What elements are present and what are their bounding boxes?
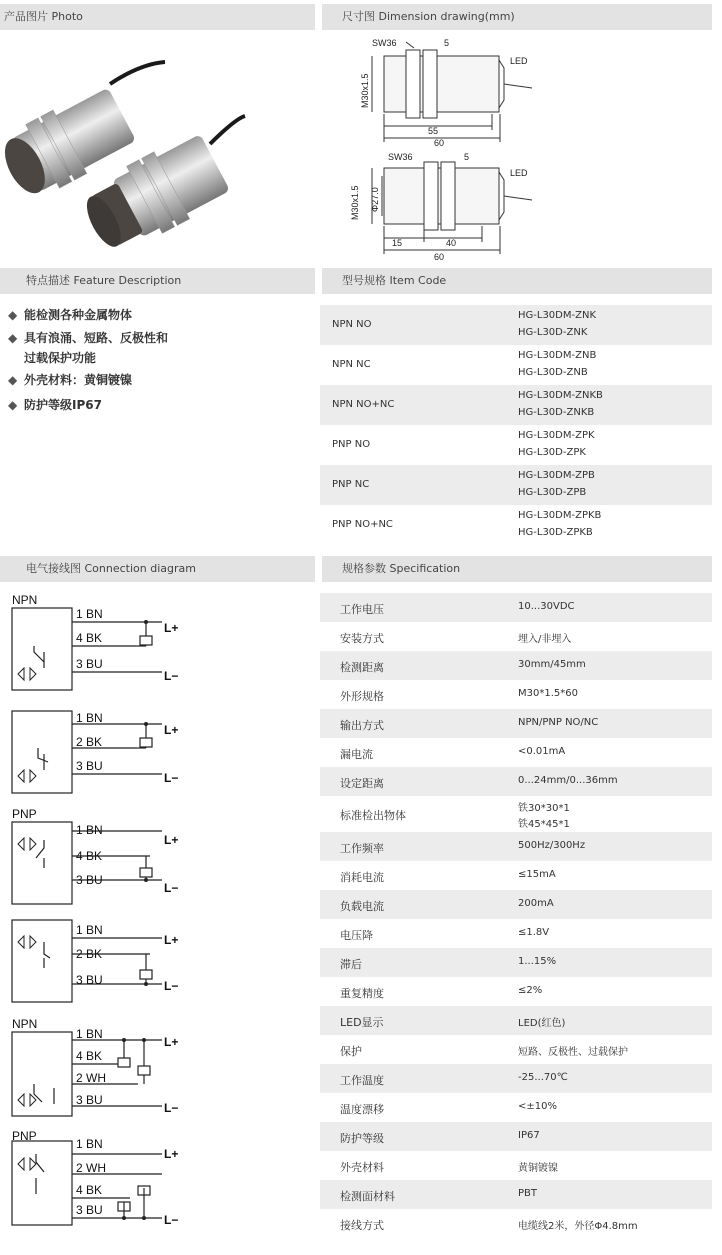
item-code: HG-L30DM-ZPK [518, 430, 595, 441]
spec-row [320, 977, 712, 1006]
lplus-label: L+ [164, 933, 179, 947]
wire-label: 3 BU [76, 1203, 103, 1217]
spec-key: LED显示 [340, 1015, 384, 1029]
spec-row [320, 1093, 712, 1122]
spec-value: 铁30*30*1 [518, 803, 570, 814]
spec-value: 黄铜镀镍 [518, 1162, 558, 1174]
feature-text: 防护等级IP67 [24, 398, 102, 412]
spec-row [320, 680, 712, 709]
connection-diagram [0, 588, 315, 1255]
spec-key: 检测面材料 [340, 1189, 395, 1203]
d1-sw-label: SW36 [372, 38, 397, 48]
item-code: HG-L30D-ZPKB [518, 527, 593, 538]
spec-key: 外壳材料 [340, 1160, 384, 1174]
spec-row [320, 622, 712, 651]
pnp-label: PNP [12, 807, 37, 821]
d2-b-label: 40 [446, 238, 457, 248]
feature-item [8, 329, 168, 346]
spec-row [320, 1151, 712, 1180]
lminus-label: L− [164, 669, 179, 683]
wire-label: 3 BU [76, 1093, 103, 1107]
d1-gap-label: 5 [444, 38, 450, 48]
wire-label: 1 BN [76, 711, 103, 725]
wire-label: 2 WH [76, 1161, 106, 1175]
item-code: HG-L30D-ZNKB [518, 407, 595, 418]
item-code-row [320, 425, 712, 465]
item-code: HG-L30DM-ZPB [518, 470, 595, 481]
wire-label: 1 BN [76, 923, 103, 937]
item-code-header [322, 268, 712, 294]
spec-row [320, 593, 712, 622]
dimension-header [322, 4, 712, 30]
pnp-label: PNP [12, 1129, 37, 1143]
spec-key: 安装方式 [340, 631, 384, 645]
npn-label: NPN [12, 593, 38, 607]
lminus-label: L− [164, 1101, 179, 1115]
item-code-row [320, 305, 712, 345]
item-code: HG-L30DM-ZNK [518, 310, 596, 321]
lplus-label: L+ [164, 1147, 179, 1161]
item-code-row [320, 505, 712, 545]
spec-key: 保护 [340, 1044, 362, 1058]
spec-key: 滞后 [340, 957, 362, 971]
spec-key: 温度漂移 [340, 1102, 384, 1116]
d2-led-label: LED [510, 168, 528, 178]
wire-label: 2 WH [76, 1071, 106, 1085]
d1-len1-label: 55 [428, 126, 439, 136]
spec-key: 外形规格 [340, 689, 384, 703]
lminus-label: L− [164, 771, 179, 785]
npn-label: NPN [12, 1017, 38, 1031]
item-code: HG-L30D-ZPB [518, 487, 587, 498]
item-type: NPN NO [332, 319, 372, 330]
spec-header [322, 556, 712, 582]
spec-row [320, 1209, 712, 1238]
spec-row [320, 948, 712, 977]
spec-key: 工作温度 [340, 1073, 384, 1087]
bullet-icon: ◆ [8, 398, 18, 412]
d2-a-label: 15 [392, 238, 403, 248]
bullet-icon: ◆ [8, 373, 18, 387]
d2-thread-label: M30x1.5 [350, 185, 360, 220]
spec-row [320, 651, 712, 680]
feature-text: 过载保护功能 [24, 351, 97, 365]
wire-label: 3 BU [76, 657, 103, 671]
item-type: NPN NC [332, 359, 371, 370]
spec-row [320, 1122, 712, 1151]
spec-row [320, 796, 712, 832]
spec-value: 200mA [518, 897, 554, 909]
item-code-row [320, 385, 712, 425]
spec-value: ≤15mA [518, 868, 556, 880]
feature-header [0, 268, 315, 294]
spec-value: PBT [518, 1187, 537, 1199]
lminus-label: L− [164, 1213, 179, 1227]
wire-label: 2 BK [76, 735, 103, 749]
feature-text: 能检测各种金属物体 [24, 308, 133, 322]
bullet-icon: ◆ [8, 308, 18, 322]
wire-label: 3 BU [76, 973, 103, 987]
spec-row [320, 709, 712, 738]
item-code: HG-L30DM-ZPKB [518, 510, 602, 521]
feature-text: 具有浪涌、短路、反极性和 [24, 331, 169, 345]
spec-row [320, 861, 712, 890]
spec-row [320, 738, 712, 767]
d2-c-label: 60 [434, 252, 445, 262]
wire-label: 1 BN [76, 607, 103, 621]
dimension-header-label: 尺寸图 Dimension drawing(mm) [342, 10, 515, 23]
feature-item [8, 306, 132, 323]
wire-label: 4 BK [76, 849, 103, 863]
spec-key: 输出方式 [340, 718, 384, 732]
spec-row [320, 890, 712, 919]
spec-key: 工作频率 [340, 841, 384, 855]
spec-value: 1...15% [518, 955, 557, 967]
item-code: HG-L30DM-ZNB [518, 350, 597, 361]
lplus-label: L+ [164, 723, 179, 737]
spec-row [320, 919, 712, 948]
spec-key: 检测距离 [340, 660, 384, 674]
item-code: HG-L30D-ZPK [518, 447, 586, 458]
spec-value: 0...24mm/0...36mm [518, 774, 618, 786]
spec-key: 设定距离 [340, 776, 384, 790]
wire-label: 1 BN [76, 823, 103, 837]
spec-value: LED(红色) [518, 1017, 566, 1029]
spec-value: 铁45*45*1 [518, 819, 570, 830]
spec-row [320, 1064, 712, 1093]
spec-key: 消耗电流 [340, 870, 384, 884]
feature-item [24, 349, 96, 366]
spec-value: -25...70℃ [518, 1071, 568, 1083]
wire-label: 3 BU [76, 873, 103, 887]
lplus-label: L+ [164, 1035, 179, 1049]
wire-label: 2 BK [76, 947, 103, 961]
spec-value: 电缆线2米，外径Φ4.8mm [518, 1220, 638, 1232]
connection-header [0, 556, 315, 582]
spec-value: M30*1.5*60 [518, 687, 578, 699]
lminus-label: L− [164, 881, 179, 895]
item-type: PNP NC [332, 479, 370, 490]
spec-row [320, 1035, 712, 1064]
dimension-drawing [322, 34, 712, 264]
d2-sw-label: SW36 [388, 152, 413, 162]
lplus-label: L+ [164, 833, 179, 847]
wire-label: 4 BK [76, 1049, 103, 1063]
item-type: PNP NO+NC [332, 519, 393, 530]
spec-header-label: 规格参数 Specification [342, 562, 461, 575]
spec-key: 重复精度 [340, 986, 384, 1000]
item-type: NPN NO+NC [332, 399, 395, 410]
item-code-row [320, 345, 712, 385]
d1-led-label: LED [510, 56, 528, 66]
spec-value: <±10% [518, 1100, 557, 1112]
photo-header [0, 4, 315, 30]
spec-row [320, 832, 712, 861]
spec-value: IP67 [518, 1129, 540, 1141]
item-type: PNP NO [332, 439, 371, 450]
photo-header-label: 产品图片 Photo [4, 10, 83, 23]
lplus-label: L+ [164, 621, 179, 635]
feature-text: 外壳材料：黄铜镀镍 [24, 373, 133, 387]
spec-value: 500Hz/300Hz [518, 839, 586, 851]
spec-value: 10...30VDC [518, 600, 575, 612]
item-code: HG-L30DM-ZNKB [518, 390, 603, 401]
d1-thread-label: M30x1.5 [360, 73, 370, 108]
spec-key: 防护等级 [340, 1131, 384, 1145]
spec-row [320, 1180, 712, 1209]
spec-value: NPN/PNP NO/NC [518, 716, 599, 728]
bullet-icon: ◆ [8, 331, 18, 345]
spec-value: ≤1.8V [518, 926, 550, 938]
spec-row [320, 767, 712, 796]
spec-value: 30mm/45mm [518, 658, 586, 670]
spec-value: <0.01mA [518, 745, 566, 757]
item-code-row [320, 465, 712, 505]
feature-item [8, 371, 132, 388]
item-code: HG-L30D-ZNK [518, 327, 588, 338]
lminus-label: L− [164, 979, 179, 993]
product-photo [0, 34, 315, 254]
spec-value: 短路、反极性、过载保护 [518, 1046, 628, 1058]
item-code-header-label: 型号规格 Item Code [342, 274, 447, 287]
feature-item [8, 396, 102, 413]
spec-key: 电压降 [340, 928, 373, 942]
wire-label: 4 BK [76, 1183, 103, 1197]
wire-label: 3 BU [76, 759, 103, 773]
d2-gap-label: 5 [464, 152, 470, 162]
spec-key: 负载电流 [340, 899, 384, 913]
d2-dia-label: Φ27.0 [370, 187, 380, 212]
wire-label: 4 BK [76, 631, 103, 645]
spec-key: 接线方式 [340, 1218, 384, 1232]
item-code: HG-L30D-ZNB [518, 367, 588, 378]
spec-key: 标准检出物体 [340, 809, 406, 822]
spec-key: 漏电流 [340, 747, 373, 761]
wire-label: 1 BN [76, 1027, 103, 1041]
wire-label: 1 BN [76, 1137, 103, 1151]
feature-header-label: 特点描述 Feature Description [26, 274, 182, 287]
d1-len2-label: 60 [434, 138, 445, 148]
spec-value: ≤2% [518, 984, 543, 996]
spec-key: 工作电压 [340, 602, 384, 616]
spec-value: 埋入/非埋入 [518, 633, 572, 645]
spec-row [320, 1006, 712, 1035]
connection-header-label: 电气接线图 Connection diagram [26, 562, 196, 575]
